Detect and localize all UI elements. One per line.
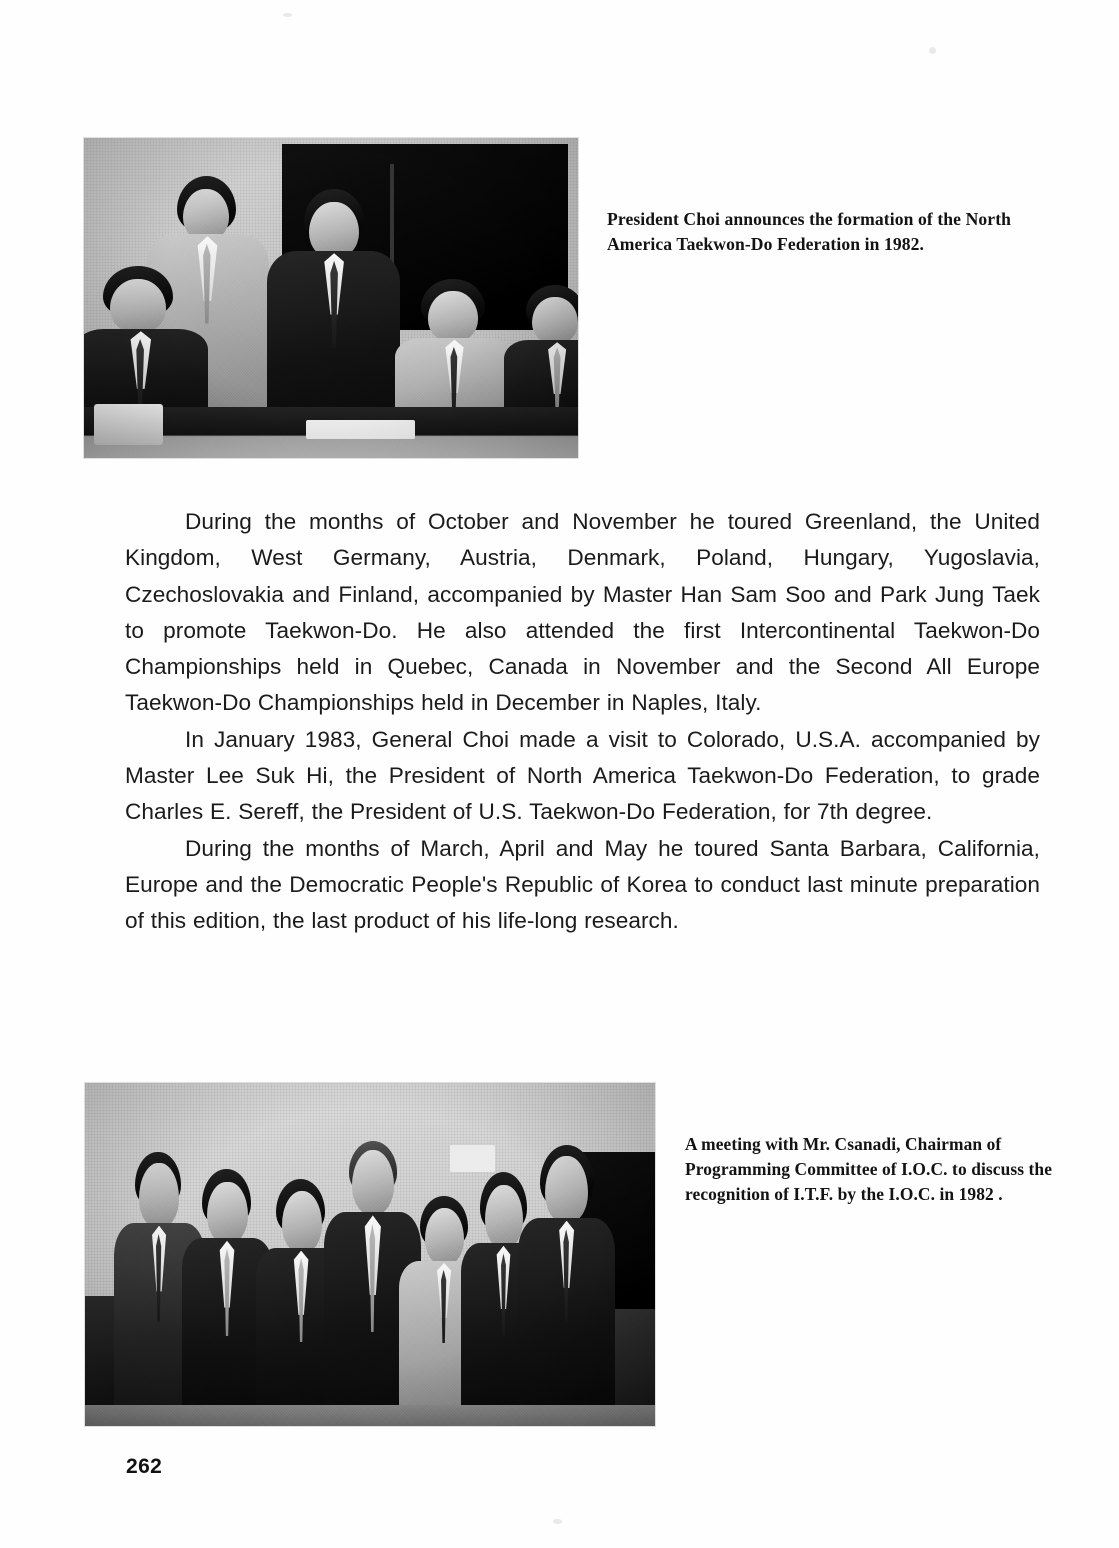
- page-number: 262: [126, 1455, 163, 1478]
- scan-speckle: [929, 47, 936, 54]
- paragraph-2: In January 1983, General Choi made a visit to Colorado, U.S.A. accompanied by Master Lee Suk Hi, the President of North America Taekwon-Do Federation, to grade Charles E. Sereff, the President of U.S. Taekwon-Do Federation, for 7th degree.: [125, 726, 1040, 825]
- paragraph-3: During the months of March, April and May he toured Santa Barbara, California, Europe and the Democratic People's Republic of Korea to conduct last minute preparation of this edition, the last product of his life-long research.: [125, 835, 1040, 934]
- body-text: [125, 504, 1040, 940]
- figure-caption-top: President Choi announces the formation of the North America Taekwon-Do Federation in 1982.: [607, 209, 1012, 254]
- photo-north-america-federation: [84, 138, 578, 458]
- scan-speckle: [553, 1519, 562, 1524]
- photo-ioc-meeting: [85, 1083, 655, 1426]
- scan-speckle: [283, 13, 292, 17]
- paragraph-1: During the months of October and November he toured Greenland, the United Kingdom, West Germany, Austria, Denmark, Poland, Hungary, Yugoslavia, Czechoslovakia and Finland, accompanied by Master Han Sam Soo and Park Jung Taek to promote Taekwon-Do. He also attended the first Intercontinental Taekwon-Do Championships held in Quebec, Canada in November and the Second All Europe Taekwon-Do Championships held in December in Naples, Italy.: [125, 509, 1040, 716]
- figure-caption-bottom: A meeting with Mr. Csanadi, Chairman of Programming Committee of I.O.C. to discuss the recognition of I.T.F. by the I.O.C. in 1982 .: [685, 1134, 1053, 1204]
